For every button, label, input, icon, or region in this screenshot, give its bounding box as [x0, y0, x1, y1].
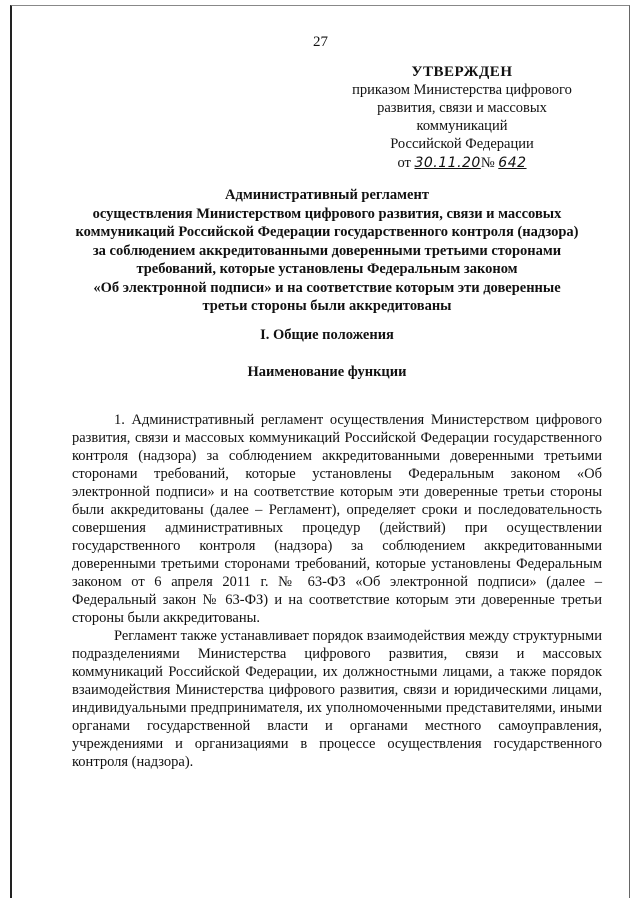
approval-line: Российской Федерации	[390, 136, 534, 152]
paragraph: 1. Административный регламент осуществления Министерством цифрового развития, связи и массовых коммуникаций Российской Федерации государственного контроля (надзора) за соблюдением аккредитованными доверенными третьими сторонами требований, которые установлены Федеральным законом «Об электронной подписи» и на соответствие которым эти доверенные третьи стороны были аккредитованы (далее – Регламент), определяет сроки и последовательность совершения административных процедур (действий) при осуществлении государственного контроля (надзора) за соблюдением аккредитованными доверенными третьими сторонами требований, которые установлены Федеральным законом от 6 апреля 2011 г. № 63-ФЗ «Об электронной подписи» (далее – Федеральный закон № 63-ФЗ) и на соответствие которым эти доверенные третьи стороны были аккредитованы.	[72, 412, 602, 626]
subsection-title: Наименование функции	[247, 364, 407, 380]
approval-date-line	[342, 154, 582, 172]
title-line: Административный регламент	[225, 187, 429, 203]
title-line: «Об электронной подписи» и на соответствие которым эти доверенные	[93, 279, 561, 296]
approval-line: приказом Министерства цифрового	[352, 82, 572, 98]
number-prefix: №	[480, 155, 495, 171]
title-line: осуществления Министерством цифрового развития, связи и массовых	[92, 205, 562, 222]
paragraph: Регламент также устанавливает порядок взаимодействия между структурными подразделениями Министерства цифрового развития, связи и массовых коммуникаций Российской Федерации, их должностными лицами, а также порядок взаимодействия Министерства цифрового развития, связи и юридическими лицами, индивидуальными предпринимателя, их уполномоченными представителями, иными органами государственной власти и органами местного самоуправления, учреждениями и организациями в процессе осуществления государственного контроля (надзора).	[72, 628, 602, 770]
section-title: I. Общие положения	[260, 327, 394, 343]
title-line: за соблюдением аккредитованными доверенными третьими сторонами	[92, 242, 562, 259]
approval-line: развития, связи и массовых	[377, 100, 547, 116]
handwritten-number: 642	[498, 155, 527, 171]
title-line: третьи стороны были аккредитованы	[202, 298, 452, 314]
approval-block	[342, 63, 582, 172]
handwritten-date: 30.11.20	[414, 155, 481, 171]
title-line: коммуникаций Российской Федерации государственного контроля (надзора)	[75, 224, 579, 240]
body-text	[72, 411, 602, 771]
date-prefix: от	[397, 155, 411, 171]
approval-line: коммуникаций	[416, 118, 508, 134]
title-line: требований, которые установлены Федеральным законом	[136, 261, 518, 277]
document-page	[10, 5, 630, 898]
approval-title: УТВЕРЖДЕН	[411, 64, 513, 80]
page-number: 27	[313, 34, 328, 50]
document-title	[72, 186, 582, 316]
